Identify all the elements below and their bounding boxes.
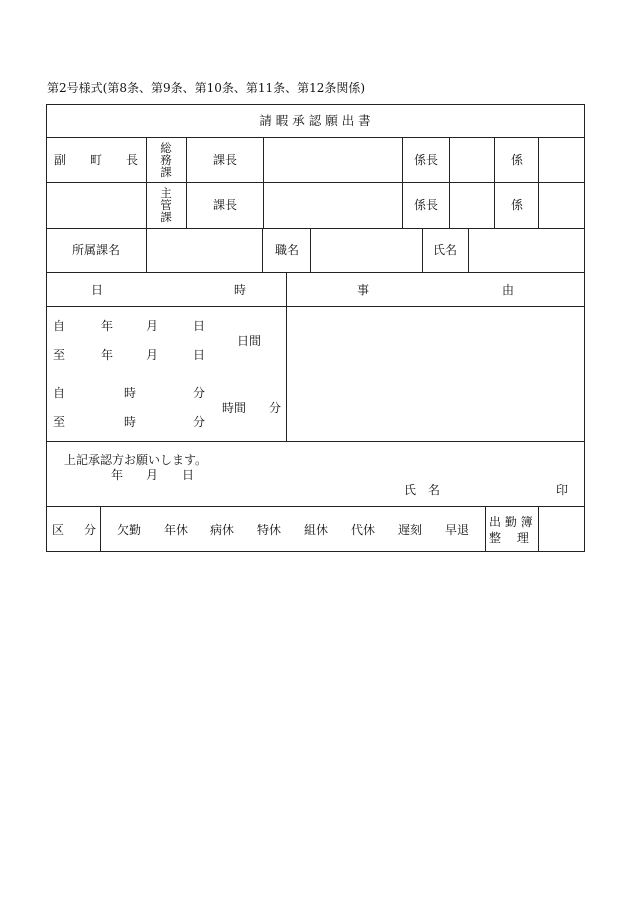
declaration-day-label: 日 [182,468,195,482]
declaration-year-label: 年 [111,468,124,482]
reason-header-a: 事 [357,283,370,297]
from-month-label: 月 [146,319,159,333]
category-type-compensatory-leave[interactable]: 代休 [351,523,376,537]
general-section-chief-stamp-box[interactable] [264,138,402,182]
position-field[interactable] [311,229,422,272]
declaration-name-a: 氏 [404,483,417,497]
category-label-b: 分 [84,523,97,537]
rule-v-approval-6 [494,137,495,228]
declaration-name-b: 名 [428,483,441,497]
table-border-top [46,104,584,105]
rule-v-category-1 [100,506,101,551]
staff-label-1: 係 [511,153,524,167]
form-title: 請 暇 承 認 願 出 書 [259,113,371,128]
category-type-special-leave[interactable]: 特休 [257,523,282,537]
rule-applicant-bottom [46,272,584,273]
category-type-union-leave[interactable]: 組休 [304,523,329,537]
staff-label-2: 係 [511,198,524,212]
dept-general-text: 総務課 [160,141,172,179]
to-hour-label: 時 [124,415,137,429]
vice-mayor-stamp-box[interactable] [47,138,146,182]
dept-main-label [159,187,173,223]
from-day-label: 自 [53,319,66,333]
section-chief-label-1: 課長 [213,153,238,167]
hours-total-minute-label: 分 [269,401,282,415]
seal-label: 印 [556,483,569,497]
period-header-time: 時 [234,283,247,297]
declaration-text: 上記承認方お願いします。 [64,453,208,467]
attendance-register-label-b: 整 理 [489,531,529,545]
section-name-label: 所属課名 [72,243,121,257]
dept-general-label [159,142,173,178]
category-type-late[interactable]: 遅刻 [398,523,423,537]
main-section-chief-stamp-box[interactable] [264,183,402,228]
attendance-register-label-a: 出 勤 簿 [489,515,533,529]
from-day-unit-label: 日 [193,319,206,333]
hours-total-label: 時間 [222,401,247,415]
from-hour-label: 時 [124,386,137,400]
period-header-day: 日 [91,283,104,297]
category-label-a: 区 [52,523,65,537]
reason-field[interactable] [287,307,584,441]
section-chief-label-2: 課長 [213,198,238,212]
rule-v-category-2 [485,506,486,551]
rule-v-approval-4 [402,137,403,228]
vice-mayor-label: 副 町 長 [54,153,139,167]
from-time-label: 自 [53,386,66,400]
to-day-label: 至 [53,348,66,362]
days-total-label: 日間 [237,334,262,348]
rule-v-approval-1 [146,137,147,228]
attendance-register-field[interactable] [539,507,584,551]
category-type-early-leave[interactable]: 早退 [445,523,470,537]
reason-header-b: 由 [502,283,515,297]
rule-v-approval-5 [449,137,450,228]
position-label: 職名 [275,243,300,257]
subsection-chief-label-2: 係長 [414,198,439,212]
table-border-right [584,104,585,552]
from-year-label: 年 [101,319,114,333]
rule-v-applicant-2 [262,228,263,272]
dept-main-text: 主管課 [160,186,172,224]
subsection-chief-label-1: 係長 [414,153,439,167]
declaration-month-label: 月 [146,468,159,482]
rule-v-applicant-4 [422,228,423,272]
section-name-field[interactable] [147,229,262,272]
table-border-bottom [46,551,584,552]
from-minute-label: 分 [193,386,206,400]
to-year-label: 年 [101,348,114,362]
rule-declaration-bottom [46,506,584,507]
category-type-sick-leave[interactable]: 病休 [210,523,235,537]
to-time-label: 至 [53,415,66,429]
category-type-annual-leave[interactable]: 年休 [164,523,189,537]
rule-period-bottom [46,441,584,442]
category-type-absence[interactable]: 欠勤 [117,523,142,537]
name-field[interactable] [469,229,584,272]
form-number-label: 第2号様式(第8条、第9条、第10条、第11条、第12条関係) [47,81,366,95]
to-day-unit-label: 日 [193,348,206,362]
to-minute-label: 分 [193,415,206,429]
rule-v-approval-7 [538,137,539,228]
to-month-label: 月 [146,348,159,362]
rule-v-approval-2 [186,137,187,228]
name-label: 氏名 [433,243,458,257]
